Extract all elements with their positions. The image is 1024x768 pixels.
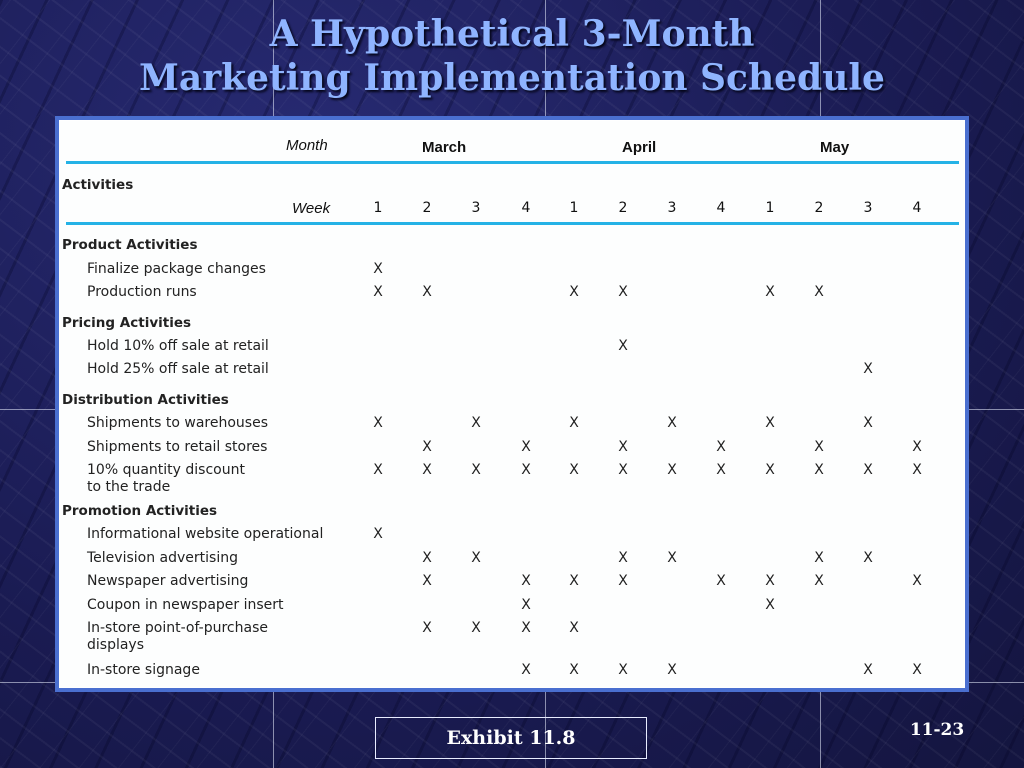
activity-label-line: to the trade xyxy=(87,479,171,495)
schedule-mark: X xyxy=(912,662,922,678)
month-header-label: Month xyxy=(286,137,328,154)
schedule-mark: X xyxy=(618,338,628,354)
page-number: 11-23 xyxy=(909,720,965,740)
activity-label-line: Shipments to retail stores xyxy=(87,439,268,455)
schedule-mark: X xyxy=(471,620,481,636)
activity-label-line: displays xyxy=(87,637,145,653)
schedule-mark: X xyxy=(667,462,677,478)
schedule-mark: X xyxy=(765,284,775,300)
schedule-mark: X xyxy=(716,462,726,478)
month-april: April xyxy=(622,139,657,156)
schedule-mark: X xyxy=(521,462,531,478)
activity-label-line: Hold 10% off sale at retail xyxy=(87,338,269,354)
schedule-mark: X xyxy=(422,620,432,636)
schedule-mark: X xyxy=(667,415,677,431)
activity-label xyxy=(87,338,269,355)
schedule-mark: X xyxy=(814,573,824,589)
section-title: Pricing Activities xyxy=(62,315,192,331)
activity-label xyxy=(87,415,268,432)
schedule-mark: X xyxy=(912,462,922,478)
activity-label-line: In-store signage xyxy=(87,662,200,678)
week-number: 2 xyxy=(814,200,824,216)
header-rule-top xyxy=(66,161,959,164)
activity-label-line: Production runs xyxy=(87,284,197,300)
schedule-mark: X xyxy=(716,573,726,589)
week-number: 3 xyxy=(667,200,677,216)
schedule-mark: X xyxy=(618,462,628,478)
schedule-mark: X xyxy=(569,573,579,589)
schedule-mark: X xyxy=(569,415,579,431)
activity-label-line: Finalize package changes xyxy=(87,261,266,277)
week-number: 4 xyxy=(912,200,922,216)
schedule-mark: X xyxy=(814,284,824,300)
schedule-mark: X xyxy=(569,462,579,478)
week-number: 3 xyxy=(471,200,481,216)
schedule-mark: X xyxy=(863,361,873,377)
activity-label-line: Shipments to warehouses xyxy=(87,415,269,431)
section-title: Promotion Activities xyxy=(62,503,218,519)
schedule-mark: X xyxy=(912,573,922,589)
schedule-mark: X xyxy=(618,439,628,455)
schedule-mark: X xyxy=(471,415,481,431)
slide-title-line-1: A Hypothetical 3-Month xyxy=(269,13,755,55)
schedule-mark: X xyxy=(521,597,531,613)
week-number: 1 xyxy=(569,200,579,216)
week-number: 2 xyxy=(422,200,432,216)
schedule-mark: X xyxy=(373,261,383,277)
schedule-mark: X xyxy=(863,662,873,678)
activity-label xyxy=(87,573,248,590)
schedule-mark: X xyxy=(422,550,432,566)
activity-label xyxy=(87,439,267,456)
activity-label xyxy=(87,361,269,378)
schedule-mark: X xyxy=(569,662,579,678)
exhibit-label: Exhibit 11.8 xyxy=(446,727,576,749)
activity-label xyxy=(87,261,266,278)
week-number: 4 xyxy=(521,200,531,216)
activity-label-line: Coupon in newspaper insert xyxy=(87,597,284,613)
schedule-mark: X xyxy=(422,284,432,300)
schedule-mark: X xyxy=(521,573,531,589)
slide-title-line-2: Marketing Implementation Schedule xyxy=(139,57,885,99)
slide-title xyxy=(0,12,1024,100)
schedule-mark: X xyxy=(521,439,531,455)
activity-label xyxy=(87,526,323,543)
week-number: 1 xyxy=(373,200,383,216)
activity-label-line: 10% quantity discount xyxy=(87,462,245,478)
schedule-mark: X xyxy=(765,573,775,589)
exhibit-label-box xyxy=(375,717,647,759)
schedule-mark: X xyxy=(912,439,922,455)
schedule-mark: X xyxy=(863,415,873,431)
activity-label-line: Informational website operational xyxy=(87,526,324,542)
activity-label-line: Newspaper advertising xyxy=(87,573,249,589)
schedule-mark: X xyxy=(471,462,481,478)
schedule-mark: X xyxy=(373,462,383,478)
activity-label xyxy=(87,462,245,496)
activity-label-line: In-store point-of-purchase xyxy=(87,620,268,636)
schedule-panel xyxy=(55,116,969,692)
week-header-label: Week xyxy=(292,200,331,217)
week-number: 4 xyxy=(716,200,726,216)
schedule-mark: X xyxy=(422,439,432,455)
schedule-mark: X xyxy=(569,284,579,300)
schedule-mark: X xyxy=(569,620,579,636)
schedule-mark: X xyxy=(373,415,383,431)
schedule-mark: X xyxy=(863,462,873,478)
schedule-mark: X xyxy=(765,597,775,613)
schedule-mark: X xyxy=(521,662,531,678)
activity-label xyxy=(87,662,200,679)
activity-label-line: Television advertising xyxy=(87,550,238,566)
activity-label xyxy=(87,597,284,614)
schedule-mark: X xyxy=(521,620,531,636)
schedule-mark: X xyxy=(716,439,726,455)
schedule-mark: X xyxy=(863,550,873,566)
schedule-mark: X xyxy=(667,550,677,566)
schedule-mark: X xyxy=(422,462,432,478)
activities-header-label: Activities xyxy=(62,177,134,193)
week-number: 1 xyxy=(765,200,775,216)
schedule-mark: X xyxy=(422,573,432,589)
schedule-mark: X xyxy=(373,284,383,300)
activity-label xyxy=(87,284,197,301)
schedule-mark: X xyxy=(814,550,824,566)
schedule-mark: X xyxy=(814,439,824,455)
month-may: May xyxy=(820,139,850,156)
schedule-mark: X xyxy=(471,550,481,566)
week-number: 2 xyxy=(618,200,628,216)
schedule-mark: X xyxy=(765,415,775,431)
schedule-mark: X xyxy=(667,662,677,678)
week-number: 3 xyxy=(863,200,873,216)
header-rule-bottom xyxy=(66,222,959,225)
activity-label-line: Hold 25% off sale at retail xyxy=(87,361,269,377)
activity-label xyxy=(87,620,268,654)
schedule-mark: X xyxy=(618,573,628,589)
schedule-mark: X xyxy=(618,662,628,678)
schedule-mark: X xyxy=(765,462,775,478)
schedule-table xyxy=(59,120,965,688)
activity-label xyxy=(87,550,238,567)
section-title: Product Activities xyxy=(62,237,198,253)
schedule-mark: X xyxy=(618,550,628,566)
month-march: March xyxy=(422,139,467,156)
schedule-mark: X xyxy=(373,526,383,542)
schedule-mark: X xyxy=(618,284,628,300)
section-title: Distribution Activities xyxy=(62,392,229,408)
schedule-mark: X xyxy=(814,462,824,478)
